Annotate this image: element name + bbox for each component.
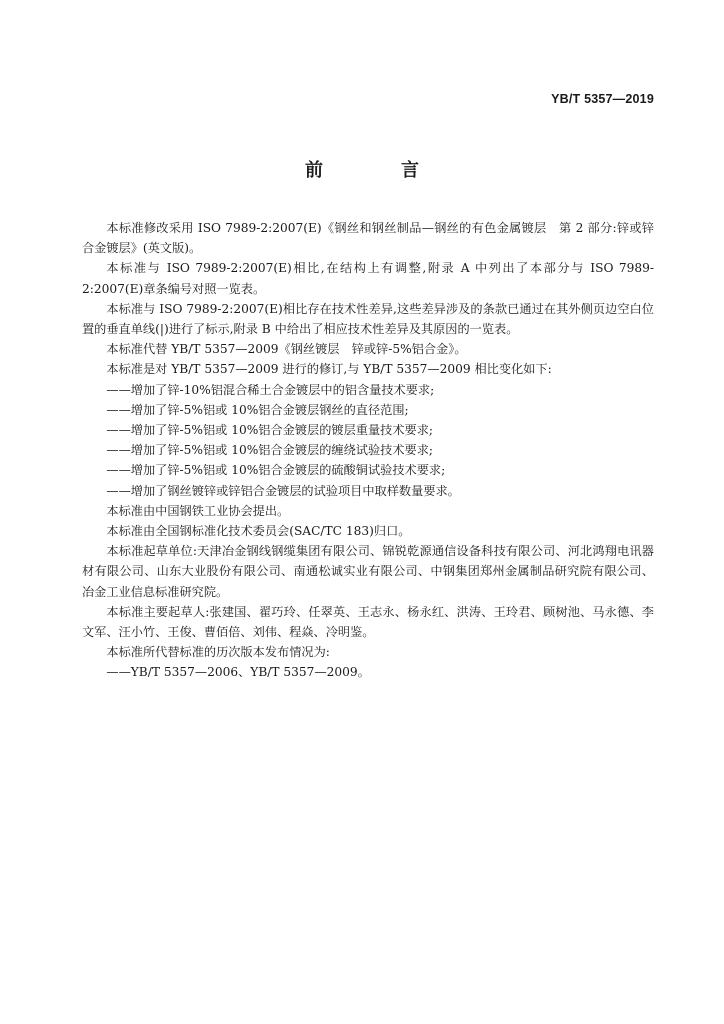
paragraph-drafters: 本标准主要起草人:张建国、翟巧玲、任翠英、王志永、杨永红、洪涛、王玲君、顾树池、马永德、李文军、汪小竹、王俊、曹佰倍、刘伟、程焱、冷明鉴。 bbox=[82, 604, 654, 640]
page-title: 前 言 bbox=[305, 160, 449, 181]
paragraph-drafting-units: 本标准起草单位:天津冶金钢线钢缆集团有限公司、锦锐乾源通信设备科技有限公司、河北鸿翔电讯器材有限公司、山东大业股份有限公司、南通松诚实业有限公司、中钢集团郑州金属制品研究院有限公司、冶金工业信息标准研究院。 bbox=[82, 544, 654, 599]
paragraph-under-jurisdiction: 本标准由全国钢标准化技术委员会(SAC/TC 183)归口。 bbox=[106, 524, 411, 539]
change-item: ——增加了锌-5%铝或 10%铝合金镀层的镀层重量技术要求; bbox=[106, 423, 434, 438]
change-item: ——增加了锌-5%铝或 10%铝合金镀层的缠绕试验技术要求; bbox=[106, 443, 434, 458]
paragraph-technical-differences: 本标准与 ISO 7989-2:2007(E)相比存在技术性差异,这些差异涉及的条款已通过在其外侧页边空白位置的垂直单线(|)进行了标示,附录 B 中给出了相应技术性差异及其原因的一览表。 bbox=[82, 301, 654, 337]
paragraph-revision: 本标准是对 YB/T 5357—2009 进行的修订,与 YB/T 5357—2009 相比变化如下: bbox=[106, 362, 552, 377]
paragraph-structure: 本标准与 ISO 7989-2:2007(E)相比,在结构上有调整,附录 A 中列出了本部分与 ISO 7989-2:2007(E)章条编号对照一览表。 bbox=[82, 261, 654, 296]
paragraph-replaces: 本标准代替 YB/T 5357—2009《钢丝镀层 锌或锌-5%铝合金》。 bbox=[106, 342, 467, 357]
paragraph-history-intro: 本标准所代替标准的历次版本发布情况为: bbox=[106, 645, 330, 660]
change-item: ——增加了锌-5%铝或 10%铝合金镀层的硫酸铜试验技术要求; bbox=[106, 463, 446, 478]
history-item: ——YB/T 5357—2006、YB/T 5357—2009。 bbox=[106, 665, 370, 680]
foreword-body bbox=[82, 218, 654, 683]
change-item: ——增加了锌-5%铝或 10%铝合金镀层钢丝的直径范围; bbox=[106, 402, 409, 417]
change-item: ——增加了锌-10%铝混合稀土合金镀层中的铝含量技术要求; bbox=[106, 382, 435, 397]
standard-code: YB/T 5357—2019 bbox=[551, 92, 654, 106]
change-item: ——增加了钢丝镀锌或锌铝合金镀层的试验项目中取样数量要求。 bbox=[106, 483, 460, 498]
paragraph-adoption: 本标准修改采用 ISO 7989-2:2007(E)《钢丝和钢丝制品—钢丝的有色金属镀层 第 2 部分:锌或锌合金镀层》(英文版)。 bbox=[82, 221, 654, 256]
paragraph-proposed-by: 本标准由中国钢铁工业协会提出。 bbox=[106, 503, 290, 518]
